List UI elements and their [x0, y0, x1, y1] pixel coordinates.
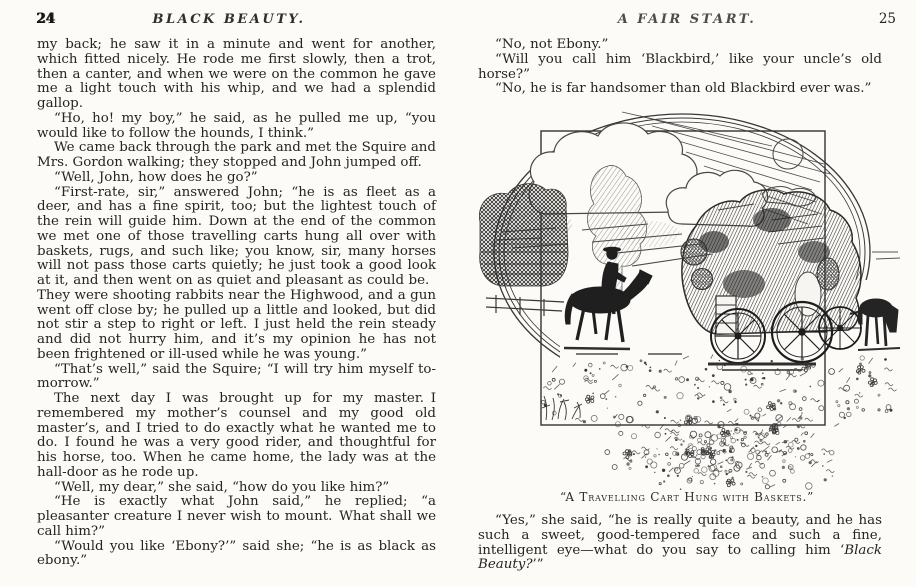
- flower-mark: [770, 470, 776, 476]
- flower-mark: [709, 386, 710, 387]
- flower-mark: [552, 378, 555, 381]
- flower-mark: [659, 370, 662, 373]
- flower-mark: [757, 420, 759, 422]
- flower-mark: [709, 447, 712, 450]
- flower-mark: [697, 397, 699, 399]
- flower-mark: [885, 410, 888, 413]
- flower-mark: [720, 465, 723, 468]
- flower-mark: [605, 450, 610, 455]
- flower-mark: [675, 438, 678, 441]
- flower-mark: [878, 394, 880, 396]
- flower-mark: [664, 396, 667, 399]
- flower-mark: [811, 454, 813, 456]
- flower-mark: [805, 366, 807, 368]
- flower-mark: [809, 461, 812, 464]
- flower-mark: [631, 434, 636, 439]
- flower-mark: [560, 394, 562, 396]
- flower-mark: [696, 465, 698, 467]
- flower-mark: [757, 455, 762, 460]
- flower-mark: [684, 461, 690, 465]
- flower-mark: [788, 442, 793, 447]
- flower-mark: [668, 463, 671, 466]
- flower-mark: [731, 459, 733, 461]
- flower-mark: [694, 468, 699, 473]
- flower-mark: [730, 482, 732, 484]
- flower-mark: [714, 483, 716, 485]
- flower-mark: [702, 467, 708, 473]
- flower-mark: [731, 479, 734, 482]
- flower-mark: [750, 378, 753, 381]
- flower-mark: [762, 377, 764, 379]
- flower-mark: [777, 399, 780, 402]
- flower-mark: [770, 485, 775, 488]
- flower-mark: [641, 447, 649, 450]
- flower-mark: [801, 412, 803, 414]
- flower-mark: [734, 401, 736, 403]
- flower-mark: [665, 433, 667, 435]
- flower-mark: [713, 470, 719, 476]
- flower-mark: [710, 464, 716, 470]
- flower-mark: [809, 386, 811, 388]
- woods-left: [479, 184, 568, 286]
- flower-mark: [889, 388, 897, 391]
- flower-mark: [732, 456, 734, 458]
- right-page-text-top: [478, 38, 882, 97]
- text-run: “Will you call him ‘Blackbird,’ like your uncle’s old horse?”: [478, 51, 882, 82]
- flower-mark: [771, 360, 773, 362]
- flower-mark: [704, 450, 706, 452]
- flower-mark: [590, 372, 592, 374]
- flower-mark: [773, 427, 775, 429]
- flower-mark: [750, 415, 752, 417]
- flower-mark: [599, 368, 601, 370]
- flower-mark: [658, 454, 659, 455]
- flower-mark: [822, 449, 830, 452]
- paragraph: [478, 82, 882, 97]
- flower-mark: [692, 476, 693, 477]
- flower-mark: [747, 453, 753, 459]
- flower-mark: [687, 420, 689, 422]
- flower-mark: [772, 447, 778, 453]
- text-run: “Well, John, how does he go?”: [54, 169, 258, 185]
- flower-mark: [554, 384, 559, 389]
- flower-mark: [826, 470, 834, 473]
- flower-mark: [732, 482, 735, 485]
- flower-mark: [623, 452, 626, 455]
- text-run: “Well, my dear,” she said, “how do you like him?”: [54, 479, 390, 495]
- running-title-left: BLACK BEAUTY.: [152, 12, 306, 27]
- flower-mark: [691, 451, 694, 454]
- flower-mark: [679, 463, 684, 468]
- flower-mark: [649, 369, 652, 372]
- flower-mark: [776, 442, 781, 445]
- flower-mark: [733, 433, 734, 434]
- running-title-right: A FAIR START.: [617, 12, 757, 27]
- flower-mark: [624, 458, 632, 461]
- flower-mark: [583, 420, 586, 423]
- flower-mark: [662, 469, 665, 472]
- flower-mark: [788, 449, 792, 453]
- flower-mark: [744, 436, 746, 438]
- flower-mark: [729, 450, 732, 453]
- flower-mark: [640, 359, 643, 362]
- page-number-left: 24: [36, 11, 55, 27]
- flower-mark: [762, 442, 770, 445]
- flower-mark: [699, 434, 702, 437]
- flower-mark: [878, 409, 880, 411]
- left-page-text: [37, 38, 436, 569]
- flower-mark: [697, 387, 699, 389]
- flower-mark: [731, 430, 732, 431]
- flower-mark: [743, 361, 746, 364]
- flower-mark: [718, 462, 724, 465]
- flower-mark: [711, 435, 718, 442]
- flower-mark: [794, 390, 797, 393]
- flower-mark: [688, 444, 693, 449]
- flower-mark: [724, 432, 726, 434]
- flower-mark: [885, 383, 893, 386]
- flower-mark: [791, 470, 795, 474]
- flower-mark: [705, 368, 708, 371]
- flower-mark: [659, 483, 661, 485]
- flower-mark: [765, 453, 768, 456]
- flower-mark: [612, 465, 617, 470]
- flower-mark: [770, 405, 772, 407]
- page-number-right: 25: [878, 11, 896, 27]
- text-run: “First-rate, sir,” answered John; “he is as fleet as a deer, and has a fine spirit, too; but the lightest touch of the rein will guide him. Down at the end of the common we met one of those travelling carts hung all over with baskets, rugs, and such like; you know, sir, many horses will not pass those carts quietly; he just took a good look at it, and then went on as quiet and pleasant as could be. They were shooting rabbits near the Highwood, and a gun went off close by; he pulled up a little and looked, but did not stir a step to right or left. I just held the rein steady and did not hurry him, and it’s my opinion he has not been frightened or ill-used while he was young.”: [37, 184, 436, 362]
- flower-mark: [824, 478, 827, 481]
- paragraph: [37, 186, 436, 363]
- flower-mark: [847, 407, 850, 410]
- flower-mark: [700, 481, 703, 484]
- flower-mark: [859, 392, 860, 393]
- flower-mark: [694, 384, 696, 386]
- flower-mark: [654, 472, 655, 473]
- flower-mark: [737, 439, 739, 441]
- text-run: We came back through the park and met the Squire and Mrs. Gordon walking; they stopped and John jumped off.: [37, 140, 436, 170]
- flower-mark: [741, 438, 743, 440]
- flower-mark: [736, 423, 738, 425]
- flower-mark: [797, 447, 800, 450]
- flower-mark: [740, 442, 742, 444]
- flower-mark: [704, 441, 706, 443]
- flower-mark: [884, 368, 892, 371]
- flower-mark: [645, 465, 648, 468]
- flower-mark: [732, 477, 734, 479]
- flower-mark: [663, 480, 665, 482]
- flower-mark: [627, 453, 629, 455]
- flower-mark: [629, 467, 631, 469]
- flower-mark: [664, 417, 666, 419]
- flower-mark: [783, 460, 786, 463]
- flower-mark: [712, 400, 715, 403]
- flower-mark: [725, 470, 727, 472]
- flower-mark: [720, 396, 723, 399]
- flower-mark: [823, 453, 825, 455]
- paragraph: [37, 363, 436, 393]
- paragraph: [37, 481, 436, 496]
- flower-mark: [827, 460, 832, 463]
- flower-mark: [830, 451, 834, 455]
- flower-mark: [755, 445, 757, 447]
- flower-mark: [649, 367, 651, 369]
- flower-mark: [654, 455, 656, 457]
- flower-mark: [765, 451, 767, 453]
- flower-mark: [735, 461, 739, 465]
- flower-mark: [645, 364, 647, 366]
- flower-mark: [680, 443, 682, 445]
- flower-mark: [589, 398, 591, 400]
- flower-mark: [606, 398, 608, 400]
- flower-mark: [683, 440, 685, 442]
- right-page-text-bottom: [478, 514, 882, 573]
- paragraph: [37, 540, 436, 570]
- flower-mark: [801, 357, 804, 360]
- flower-mark: [762, 476, 764, 478]
- flower-mark: [725, 459, 727, 461]
- flower-mark: [656, 410, 659, 413]
- text-run: “Ho, ho! my boy,” he said, as he pulled me up, “you would like to follow the hounds, I think.”: [37, 110, 436, 141]
- flower-mark: [615, 396, 617, 398]
- flower-mark: [717, 452, 720, 455]
- flower-mark: [686, 378, 689, 381]
- flower-mark: [808, 453, 810, 455]
- paragraph: [37, 141, 436, 171]
- flower-mark: [680, 420, 681, 421]
- paragraph: [37, 495, 436, 539]
- flower-mark: [795, 456, 796, 457]
- flower-mark: [872, 381, 874, 383]
- text-run: ’”: [532, 557, 544, 573]
- flower-mark: [651, 462, 657, 468]
- flower-mark: [677, 453, 680, 456]
- flower-mark: [756, 451, 761, 456]
- flower-mark: [542, 400, 546, 404]
- text-run: “No, not Ebony.”: [495, 37, 609, 52]
- paragraph: [37, 112, 436, 142]
- flower-mark: [860, 369, 862, 371]
- flower-mark: [552, 366, 557, 372]
- flower-mark: [886, 405, 891, 410]
- flower-mark: [677, 475, 679, 477]
- flower-mark: [832, 475, 834, 477]
- travelling-cart-figure: [681, 190, 872, 334]
- illustration-caption: “A Travelling Cart Hung with Baskets.”: [559, 490, 815, 504]
- flower-mark: [689, 452, 691, 454]
- paragraph: [478, 514, 882, 573]
- flower-mark: [607, 408, 608, 409]
- paragraph: [37, 392, 436, 481]
- right-page: [458, 0, 916, 587]
- flower-mark: [645, 457, 646, 458]
- flower-mark: [765, 485, 769, 489]
- flower-mark: [745, 384, 747, 386]
- flower-mark: [543, 387, 551, 390]
- flower-mark: [670, 447, 678, 450]
- flower-mark: [763, 478, 769, 484]
- flower-mark: [731, 438, 736, 443]
- text-run: The next day I was brought up for my master. I remembered my mother’s counsel and my good old master’s, and I tried to do exactly what he wanted me to do. I found he was a very good rider, and thoughtful for his horse, too. When he came home, the lady was at the hall-door as he rode up.: [37, 391, 436, 480]
- flower-mark: [584, 369, 587, 372]
- flower-mark: [592, 393, 594, 395]
- flower-mark: [884, 358, 887, 361]
- text-run-italic: Black Beauty?: [478, 542, 882, 573]
- flower-mark: [766, 433, 769, 436]
- flower-mark: [751, 373, 753, 375]
- flower-mark: [667, 474, 670, 477]
- flower-mark: [803, 440, 806, 443]
- flower-mark: [762, 372, 764, 374]
- flower-mark: [868, 374, 871, 377]
- flower-mark: [669, 468, 673, 472]
- paragraph: [37, 38, 436, 112]
- flower-mark: [726, 473, 728, 475]
- flower-mark: [859, 363, 862, 366]
- flower-mark: [735, 428, 738, 431]
- flower-mark: [698, 438, 702, 442]
- flower-mark: [548, 382, 552, 386]
- flower-mark: [670, 458, 671, 459]
- flower-mark: [782, 466, 785, 469]
- flower-mark: [805, 454, 810, 459]
- flower-mark: [633, 453, 635, 455]
- paragraph: [37, 171, 436, 186]
- paragraph: [478, 38, 882, 53]
- flower-mark: [745, 379, 747, 381]
- flower-mark: [801, 445, 806, 450]
- paragraph: [478, 53, 882, 83]
- flower-mark: [666, 453, 669, 456]
- flower-mark: [856, 378, 859, 381]
- flower-mark: [626, 462, 629, 465]
- flower-mark: [709, 440, 714, 445]
- text-run: “That’s well,” said the Squire; “I will try him myself to-morrow.”: [37, 361, 436, 392]
- flower-mark: [800, 456, 805, 461]
- flower-mark: [557, 393, 559, 395]
- text-run: “Yes,” she said, “he is really quite a beauty, and he has such a sweet, good-tempered face and such a fine, intelligent eye—what do you say to calling him ‘: [478, 513, 882, 558]
- flower-mark: [721, 443, 729, 446]
- flower-mark: [806, 483, 813, 490]
- flower-mark: [613, 416, 616, 419]
- flower-mark: [707, 444, 710, 447]
- text-run: my back; he saw it in a minute and went for another, which fitted nicely. He rode me first slowly, then a trot, then a canter, and when we were on the common he gave me a light touch with his whip, and we had a splendid gallop.: [37, 37, 436, 111]
- flower-mark: [745, 471, 747, 473]
- flower-mark: [719, 360, 720, 361]
- flower-mark: [783, 479, 786, 482]
- illustration-travelling-cart: [472, 102, 902, 492]
- flower-mark: [711, 459, 716, 464]
- flower-mark: [712, 374, 715, 377]
- flower-mark: [723, 404, 725, 406]
- flower-mark: [656, 448, 657, 449]
- flower-mark: [673, 451, 677, 455]
- flower-mark: [780, 402, 782, 404]
- flower-mark: [811, 460, 819, 463]
- text-run: “No, he is far handsomer than old Blackbird ever was.”: [495, 81, 872, 97]
- flower-mark: [665, 436, 671, 441]
- flower-mark: [710, 453, 712, 455]
- flower-mark: [710, 474, 716, 480]
- flower-mark: [822, 465, 824, 467]
- flower-mark: [696, 455, 697, 456]
- flower-mark: [626, 456, 629, 459]
- flower-mark: [741, 483, 743, 485]
- flower-mark: [799, 416, 802, 419]
- flower-mark: [698, 473, 706, 476]
- text-run: “He is exactly what John said,” he replied; “a pleasanter creature I never wish to mount. What shall we call him?”: [37, 494, 436, 539]
- text-run: “Would you like ‘Ebony?’” said she; “he is as black as ebony.”: [37, 538, 436, 569]
